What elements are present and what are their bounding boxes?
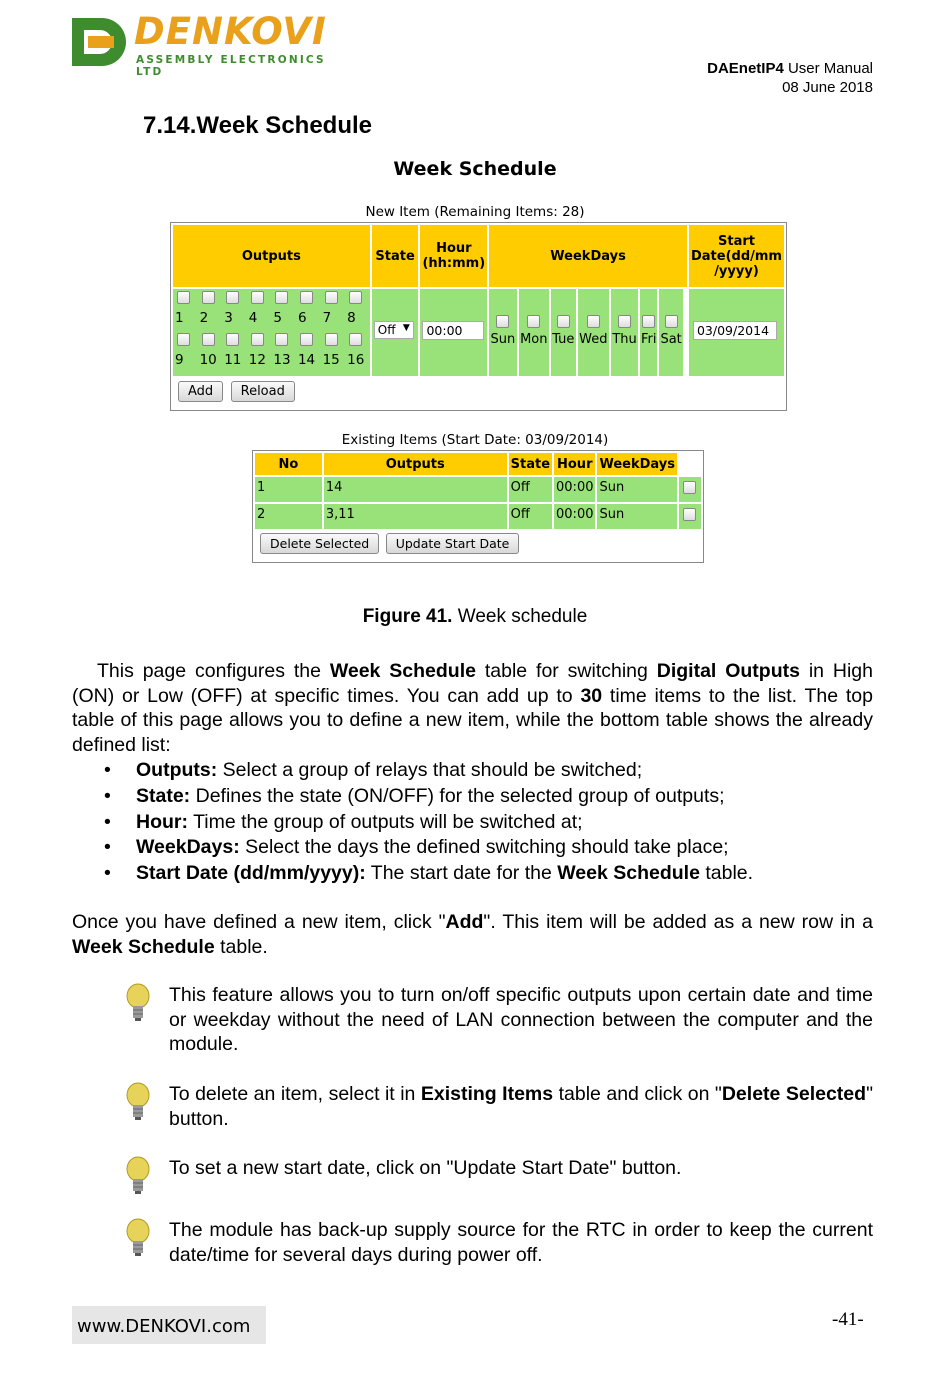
existing-items-table xyxy=(253,451,703,531)
new-item-panel xyxy=(170,222,787,411)
output-checkbox[interactable] xyxy=(251,333,264,346)
new-item-caption: New Item (Remaining Items: 28) xyxy=(365,204,585,220)
lightbulb-icon xyxy=(124,1156,152,1196)
weekday-checkbox[interactable] xyxy=(642,315,655,328)
weekday-option xyxy=(640,289,657,376)
weekday-option xyxy=(578,289,609,376)
weekday-option xyxy=(611,289,638,376)
existing-items-caption: Existing Items (Start Date: 03/09/2014) xyxy=(341,432,609,448)
weekday-option xyxy=(659,289,683,376)
weekday-label: Fri xyxy=(640,332,657,347)
output-label: 4 xyxy=(248,310,258,326)
cell-outputs: 14 xyxy=(324,477,507,502)
cell-weekdays: Sun xyxy=(597,504,677,529)
output-label: 10 xyxy=(199,352,217,368)
output-option xyxy=(173,289,198,326)
output-option xyxy=(345,289,370,326)
output-option xyxy=(271,331,296,368)
output-checkbox[interactable] xyxy=(202,291,215,304)
screenshot-title: Week Schedule xyxy=(393,158,557,180)
output-label: 11 xyxy=(224,352,242,368)
weekday-label: Sun xyxy=(490,332,516,347)
output-label: 1 xyxy=(175,310,184,326)
outputs-cell xyxy=(173,289,370,376)
output-option xyxy=(321,331,346,368)
weekday-checkbox[interactable] xyxy=(527,315,540,328)
output-label: 15 xyxy=(322,352,340,368)
page-number: -41- xyxy=(832,1309,864,1330)
header-hour: Hour (hh:mm) xyxy=(420,225,487,287)
cell-no: 2 xyxy=(255,504,322,529)
delete-selected-button[interactable]: Delete Selected xyxy=(260,533,379,554)
output-option xyxy=(198,289,223,326)
output-option xyxy=(296,289,321,326)
cell-weekdays: Sun xyxy=(597,477,677,502)
add-button[interactable]: Add xyxy=(178,381,223,402)
output-label: 16 xyxy=(347,352,365,368)
output-checkbox[interactable] xyxy=(325,333,338,346)
new-item-actions xyxy=(178,381,295,402)
output-option xyxy=(222,289,247,326)
output-checkbox[interactable] xyxy=(349,291,362,304)
tip-text: The module has back-up supply source for the RTC in order to keep the current date/time for several days during power off. xyxy=(169,1219,873,1266)
header-select xyxy=(679,453,701,475)
table-row xyxy=(255,477,701,502)
output-label: 6 xyxy=(297,310,307,326)
cell-outputs: 3,11 xyxy=(324,504,507,529)
output-checkbox[interactable] xyxy=(202,333,215,346)
output-label: 2 xyxy=(199,310,209,326)
existing-items-actions xyxy=(260,533,519,554)
field-list xyxy=(100,758,880,887)
section-title: 7.14.Week Schedule xyxy=(143,112,373,139)
cell-state: Off xyxy=(509,477,552,502)
weekday-label: Wed xyxy=(579,332,608,347)
new-item-table xyxy=(171,223,786,378)
table-row xyxy=(255,504,701,529)
weekday-option xyxy=(489,289,516,376)
output-checkbox[interactable] xyxy=(226,291,239,304)
output-option xyxy=(222,331,247,368)
weekday-label: Sat xyxy=(660,332,682,347)
output-option xyxy=(296,331,321,368)
lightbulb-icon xyxy=(124,983,152,1023)
weekdays-subtable xyxy=(487,289,685,376)
tip-text: This feature allows you to turn on/off specific outputs upon certain date and time or weekday without the need of LAN connection between the computer and the module. xyxy=(169,984,873,1055)
lightbulb-icon xyxy=(124,1082,152,1122)
manual-suffix: User Manual xyxy=(783,60,873,77)
output-option xyxy=(247,289,272,326)
start-date-cell xyxy=(689,289,784,376)
weekday-checkbox[interactable] xyxy=(557,315,570,328)
weekday-checkbox[interactable] xyxy=(587,315,600,328)
output-option xyxy=(198,331,223,368)
header-hour: Hour xyxy=(554,453,595,475)
output-checkbox[interactable] xyxy=(226,333,239,346)
output-option xyxy=(173,331,198,368)
footer-url: www.DENKOVI.com xyxy=(72,1306,266,1344)
list-item: • Start Date (dd/mm/yyyy): The start date for the Week Schedule table. xyxy=(100,861,880,887)
weekday-option xyxy=(519,289,549,376)
list-item: • Outputs: Select a group of relays that should be switched; xyxy=(100,758,880,784)
reload-button[interactable]: Reload xyxy=(231,381,295,402)
output-label: 3 xyxy=(224,310,233,326)
hour-input[interactable]: 00:00 xyxy=(422,321,484,340)
weekday-label: Mon xyxy=(520,332,548,347)
manual-date: 08 June 2018 xyxy=(782,79,873,96)
output-label: 12 xyxy=(248,352,266,368)
cell-hour: 00:00 xyxy=(554,477,595,502)
existing-items-panel xyxy=(252,450,704,563)
weekday-label: Tue xyxy=(552,332,575,347)
list-item: • State: Defines the state (ON/OFF) for the selected group of outputs; xyxy=(100,784,880,810)
output-checkbox[interactable] xyxy=(275,291,288,304)
output-checkbox[interactable] xyxy=(177,291,190,304)
weekdays-cell xyxy=(489,289,687,376)
output-checkbox[interactable] xyxy=(177,333,190,346)
tip-text: To set a new start date, click on "Update Start Date" button. xyxy=(169,1157,682,1179)
cell-state: Off xyxy=(509,504,552,529)
state-select[interactable]: Off ▼ xyxy=(374,321,414,339)
header-weekdays: WeekDays xyxy=(597,453,677,475)
header-outputs: Outputs xyxy=(173,225,370,287)
cell-select xyxy=(679,477,701,502)
output-option xyxy=(271,289,296,326)
outputs-checkbox-grid xyxy=(173,289,370,368)
start-date-input[interactable]: 03/09/2014 xyxy=(693,321,777,340)
header-start-date: Start Date(dd/mm /yyyy) xyxy=(689,225,784,287)
output-checkbox[interactable] xyxy=(349,333,362,346)
output-label: 14 xyxy=(297,352,316,368)
tip-text: To delete an item, select it in Existing Items table and click on "Delete Selected" button. xyxy=(169,1083,873,1130)
manual-name: DAEnetIP4 xyxy=(707,60,784,77)
list-item: • WeekDays: Select the days the defined switching should take place; xyxy=(100,835,880,861)
header-outputs: Outputs xyxy=(324,453,507,475)
output-checkbox[interactable] xyxy=(325,291,338,304)
header-weekdays: WeekDays xyxy=(489,225,687,287)
weekday-checkbox[interactable] xyxy=(618,315,631,328)
output-option xyxy=(321,289,346,326)
header-no: No xyxy=(255,453,322,475)
cell-no: 1 xyxy=(255,477,322,502)
company-logo xyxy=(72,10,332,78)
state-cell xyxy=(372,289,419,376)
output-checkbox[interactable] xyxy=(300,291,313,304)
chevron-down-icon: ▼ xyxy=(402,323,410,333)
output-checkbox[interactable] xyxy=(300,333,313,346)
cell-hour: 00:00 xyxy=(554,504,595,529)
update-start-date-button[interactable]: Update Start Date xyxy=(386,533,520,554)
header-state: State xyxy=(509,453,552,475)
weekday-checkbox[interactable] xyxy=(665,315,678,328)
lightbulb-icon xyxy=(124,1218,152,1258)
weekday-label: Thu xyxy=(612,332,637,347)
weekday-option xyxy=(551,289,576,376)
output-label: 13 xyxy=(273,352,291,368)
output-option xyxy=(247,331,272,368)
figure-caption: Figure 41. Week schedule xyxy=(362,606,588,627)
output-option xyxy=(345,331,370,368)
denkovi-logo-icon xyxy=(72,14,130,70)
hour-cell xyxy=(420,289,487,376)
list-item: • Hour: Time the group of outputs will be switched at; xyxy=(100,810,880,836)
output-checkbox[interactable] xyxy=(275,333,288,346)
intro-paragraph: This page configures the Week Schedule table for switching Digital Outputs in High (ON) or Low (OFF) at specific times. You can add up to 30 time items to the list. The top table of this page allows you to define a new item, while the bottom table shows the already defined list: xyxy=(72,660,873,756)
output-checkbox[interactable] xyxy=(251,291,264,304)
output-label: 8 xyxy=(347,310,356,326)
add-paragraph: Once you have defined a new item, click "Add". This item will be added as a new row in a Week Schedule table. xyxy=(72,911,873,958)
header-state: State xyxy=(372,225,419,287)
row-select-checkbox[interactable] xyxy=(683,481,696,494)
cell-select xyxy=(679,504,701,529)
output-label: 7 xyxy=(322,310,332,326)
logo-tagline: ASSEMBLY ELECTRONICS LTD xyxy=(136,54,326,78)
weekday-checkbox[interactable] xyxy=(496,315,509,328)
row-select-checkbox[interactable] xyxy=(683,508,696,521)
output-label: 5 xyxy=(273,310,282,326)
logo-wordmark: DENKOVI xyxy=(134,10,327,53)
output-label: 9 xyxy=(175,352,184,368)
document-header xyxy=(707,59,873,97)
